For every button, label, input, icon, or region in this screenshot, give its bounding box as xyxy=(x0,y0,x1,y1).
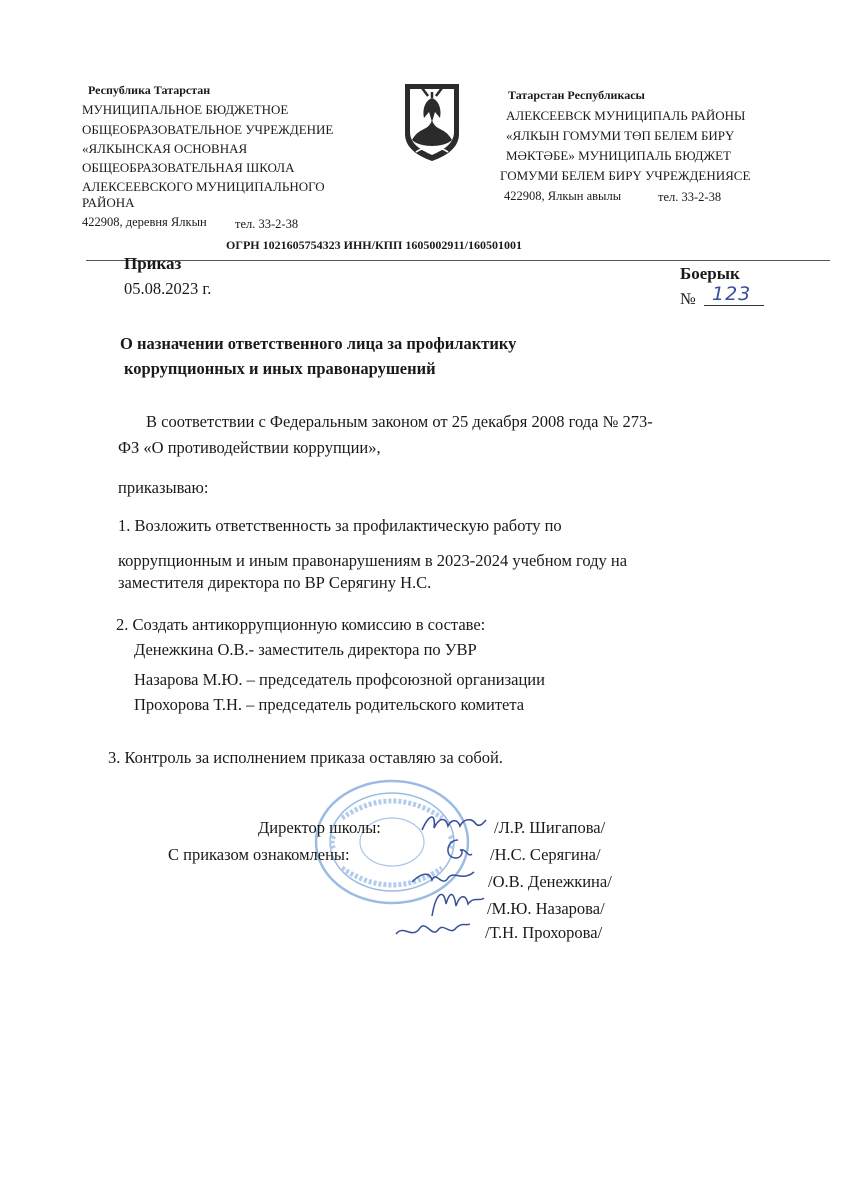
signatory-name-4: /М.Ю. Назарова/ xyxy=(487,899,605,918)
director-label: Директор школы: xyxy=(258,818,381,837)
registry-numbers: ОГРН 1021605754323 ИНН/КПП 1605002911/160501001 xyxy=(226,238,523,252)
item-2-intro: 2. Создать антикоррупционную комиссию в составе: xyxy=(116,615,486,634)
header-right-line-3: МӘКТӘБЕ» МУНИЦИПАЛЬ БЮДЖЕТ xyxy=(506,148,731,163)
order-number-label: № xyxy=(680,289,696,308)
signatory-name-2: /Н.С. Серягина/ xyxy=(490,845,601,864)
signatory-name-5: /Т.Н. Прохорова/ xyxy=(485,923,603,942)
header-right-line-1: АЛЕКСЕЕВСК МУНИЦИПАЛЬ РАЙОНЫ xyxy=(506,108,746,123)
header-left-line-6: РАЙОНА xyxy=(82,195,135,210)
signatory-name-1: /Л.Р. Шигапова/ xyxy=(494,818,606,837)
committee-member-3: Прохорова Т.Н. – председатель родительского комитета xyxy=(134,695,525,714)
acquainted-label: С приказом ознакомлены: xyxy=(168,845,350,864)
header-left-line-5: АЛЕКСЕЕВСКОГО МУНИЦИПАЛЬНОГО xyxy=(82,179,325,194)
order-number: 123 xyxy=(712,283,752,305)
header-left-line-1: МУНИЦИПАЛЬНОЕ БЮДЖЕТНОЕ xyxy=(82,102,289,117)
header-right-phone: тел. 33-2-38 xyxy=(658,190,722,204)
header-left-line-3: «ЯЛКЫНСКАЯ ОСНОВНАЯ xyxy=(82,141,248,156)
header-left-phone: тел. 33-2-38 xyxy=(235,217,299,231)
preamble-line-1: В соответствии с Федеральным законом от 25 декабря 2008 года № 273- xyxy=(146,412,653,431)
signature-4 xyxy=(392,914,472,951)
item-3: 3. Контроль за исполнением приказа оставляю за собой. xyxy=(108,748,503,767)
header-left-line-2: ОБЩЕОБРАЗОВАТЕЛЬНОЕ УЧРЕЖДЕНИЕ xyxy=(82,122,334,137)
coat-of-arms-emblem xyxy=(402,82,462,162)
signatory-name-3: /О.В. Денежкина/ xyxy=(488,872,612,891)
item-1-line-3: заместителя директора по ВР Серягину Н.С. xyxy=(118,573,432,592)
document-title-line-1: О назначении ответственного лица за профилактику xyxy=(120,334,517,353)
header-divider xyxy=(86,260,830,261)
document-title-line-2: коррупционных и иных правонарушений xyxy=(124,359,436,378)
order-type-tt: Боерык xyxy=(680,264,740,283)
item-1-line-1: 1. Возложить ответственность за профилактическую работу по xyxy=(118,516,562,535)
committee-member-1: Денежкина О.В.- заместитель директора по УВР xyxy=(134,640,477,659)
preamble-line-2: ФЗ «О противодействии коррупции», xyxy=(118,438,381,457)
header-left-address: 422908, деревня Ялкын xyxy=(82,215,207,229)
header-right-republic: Татарстан Республикасы xyxy=(508,88,645,102)
item-1-line-2: коррупционным и иным правонарушениям в 2023-2024 учебном году на xyxy=(118,551,628,570)
order-word: приказываю: xyxy=(118,478,209,497)
header-right-line-2: «ЯЛКЫН ГОМУМИ ТӨП БЕЛЕМ БИРҮ xyxy=(506,128,735,143)
header-left-line-4: ОБЩЕОБРАЗОВАТЕЛЬНАЯ ШКОЛА xyxy=(82,160,295,175)
order-number-underline xyxy=(704,305,764,306)
committee-member-2: Назарова М.Ю. – председатель профсоюзной организации xyxy=(134,670,545,689)
header-right-address: 422908, Ялкын авылы xyxy=(504,189,622,203)
order-date: 05.08.2023 г. xyxy=(124,279,212,298)
header-right-line-4: ГОМУМИ БЕЛЕМ БИРҮ УЧРЕЖДЕНИЯСЕ xyxy=(500,168,751,183)
header-left-republic: Республика Татарстан xyxy=(88,83,211,97)
order-type-ru: Приказ xyxy=(124,254,182,273)
